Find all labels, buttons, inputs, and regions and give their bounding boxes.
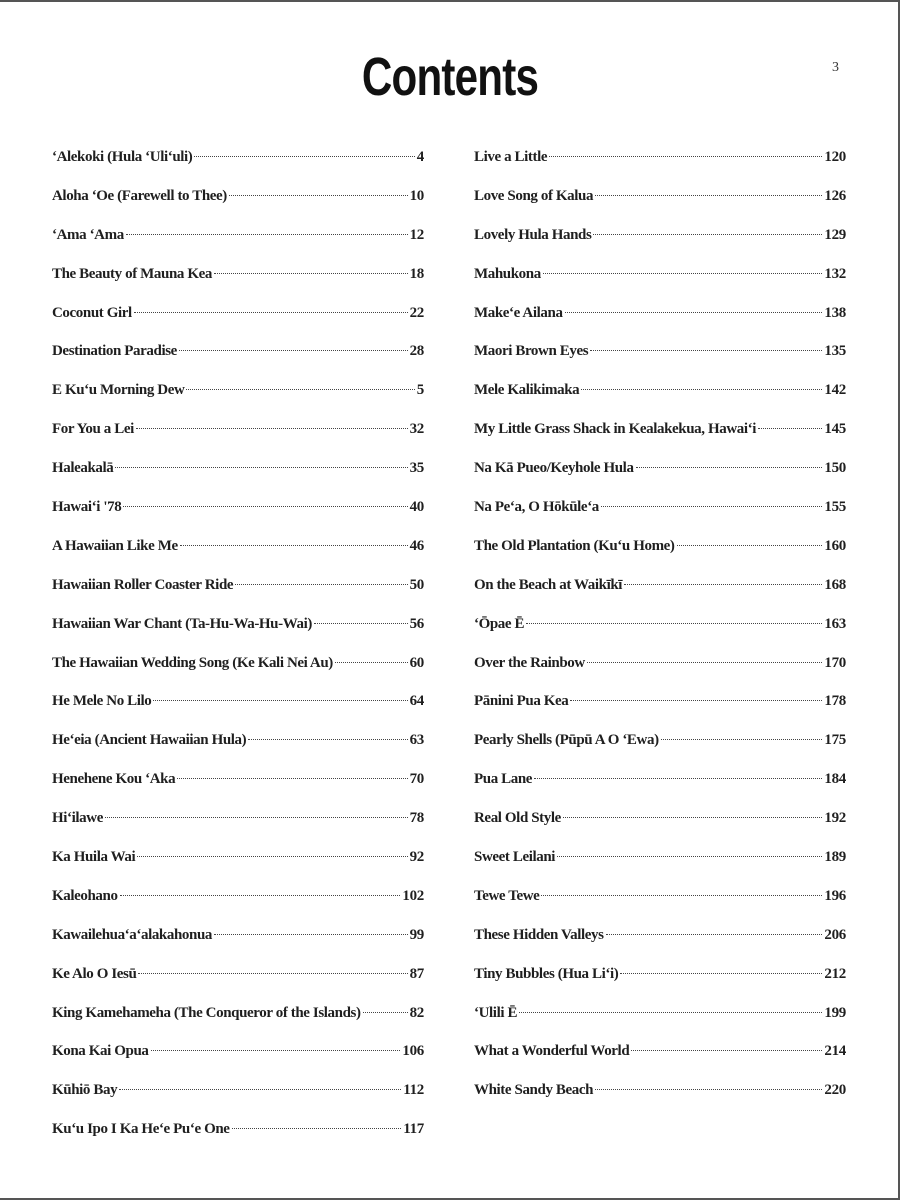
toc-entry-these-hidden-valleys[interactable] <box>474 920 846 959</box>
toc-entry-over-the-rainbow[interactable] <box>474 648 846 687</box>
toc-entry-page-number: 22 <box>409 304 424 321</box>
toc-entry-page-number: 87 <box>409 965 424 982</box>
toc-entry-he-eia-ancient-hawaiian-hula[interactable] <box>52 725 424 764</box>
toc-entry-title: The Beauty of Mauna Kea <box>52 265 212 282</box>
toc-entry-page-number: 112 <box>403 1082 424 1099</box>
toc-entry-kaleohano[interactable] <box>52 881 424 920</box>
dot-leader <box>677 545 823 546</box>
toc-entry-page-number: 138 <box>824 304 846 321</box>
toc-entry-ka-huila-wai[interactable] <box>52 842 424 881</box>
toc-entry-title: Hawaiian Roller Coaster Ride <box>52 576 234 593</box>
dot-leader <box>232 1128 402 1129</box>
toc-entry-ama-ama[interactable] <box>52 220 424 259</box>
toc-entry-kona-kai-opua[interactable] <box>52 1036 424 1075</box>
toc-entry-page-number: 132 <box>824 265 846 282</box>
toc-entry-page-number: 64 <box>409 693 424 710</box>
toc-entry-page-number: 28 <box>409 343 424 360</box>
toc-entry-title: Tiny Bubbles (Hua Li‘i) <box>474 965 619 982</box>
toc-entry-title: ‘Ōpae Ē <box>474 615 525 632</box>
toc-entry-pearly-shells-pupu-a-o-ewa[interactable] <box>474 725 846 764</box>
toc-entry-title: Mahukona <box>474 265 541 282</box>
toc-entry-page-number: 10 <box>409 187 424 204</box>
toc-entry-page-number: 60 <box>409 654 424 671</box>
toc-entry-page-number: 212 <box>824 965 846 982</box>
toc-entry-title: The Old Plantation (Ku‘u Home) <box>474 537 675 554</box>
toc-entry-page-number: 35 <box>409 460 424 477</box>
dot-leader <box>335 662 408 663</box>
dot-leader <box>363 1012 408 1013</box>
toc-entry-title: For You a Lei <box>52 421 134 438</box>
dot-leader <box>119 1089 401 1090</box>
toc-entry-kawailehua-a-alakahonua[interactable] <box>52 920 424 959</box>
dot-leader <box>624 584 822 585</box>
toc-entry-page-number: 106 <box>402 1043 424 1060</box>
dot-leader <box>661 739 823 740</box>
toc-entry-title: King Kamehameha (The Conqueror of the Islands) <box>52 1004 361 1021</box>
toc-entry-page-number: 92 <box>409 849 424 866</box>
toc-entry-title: Kaleohano <box>52 887 118 904</box>
toc-entry-page-number: 214 <box>824 1043 846 1060</box>
dot-leader <box>595 195 822 196</box>
toc-entry-title: Na Kā Pueo/Keyhole Hula <box>474 460 634 477</box>
dot-leader <box>179 350 408 351</box>
toc-entry-love-song-of-kalua[interactable] <box>474 181 846 220</box>
toc-entry-title: Love Song of Kalua <box>474 187 594 204</box>
toc-entry-title: Ke Alo O Iesū <box>52 965 137 982</box>
toc-entry-title: Mele Kalikimaka <box>474 382 580 399</box>
toc-entry-hawaiian-roller-coaster-ride[interactable] <box>52 570 424 609</box>
toc-entry-opae-e[interactable] <box>474 609 846 648</box>
toc-entry-title: Real Old Style <box>474 810 561 827</box>
toc-entry-title: He‘eia (Ancient Hawaiian Hula) <box>52 732 247 749</box>
dot-leader <box>636 467 823 468</box>
toc-entry-page-number: 184 <box>824 771 846 788</box>
toc-entry-title: Hi‘ilawe <box>52 810 103 827</box>
toc-entry-page-number: 40 <box>409 499 424 516</box>
toc-entry-page-number: 196 <box>824 887 846 904</box>
toc-entry-title: On the Beach at Waikīkī <box>474 576 623 593</box>
toc-entry-page-number: 135 <box>824 343 846 360</box>
toc-entry-page-number: 46 <box>409 537 424 554</box>
toc-entry-title: Ka Huila Wai <box>52 849 136 866</box>
toc-entry-page-number: 126 <box>824 187 846 204</box>
dot-leader <box>136 428 408 429</box>
toc-entry-mele-kalikimaka[interactable] <box>474 375 846 414</box>
toc-entry-title: Tewe Tewe <box>474 887 540 904</box>
dot-leader <box>565 312 823 313</box>
toc-entry-pua-lane[interactable] <box>474 764 846 803</box>
dot-leader <box>180 545 408 546</box>
dot-leader <box>248 739 407 740</box>
toc-right-column <box>474 142 846 1114</box>
toc-entry-page-number: 168 <box>824 576 846 593</box>
dot-leader <box>151 1050 401 1051</box>
dot-leader <box>137 856 407 857</box>
dot-leader <box>595 1089 822 1090</box>
toc-entry-page-number: 18 <box>409 265 424 282</box>
dot-leader <box>194 156 414 157</box>
toc-entry-page-number: 150 <box>824 460 846 477</box>
dot-leader <box>570 700 822 701</box>
toc-entry-title: Over the Rainbow <box>474 654 585 671</box>
toc-entry-title: Maori Brown Eyes <box>474 343 589 360</box>
toc-entry-page-number: 145 <box>824 421 846 438</box>
dot-leader <box>177 778 407 779</box>
toc-entry-page-number: 4 <box>416 149 424 165</box>
dot-leader <box>758 428 822 429</box>
toc-entry-title: ‘Alekoki (Hula ‘Uli‘uli) <box>52 149 193 165</box>
dot-leader <box>138 973 407 974</box>
toc-entry-page-number: 170 <box>824 654 846 671</box>
toc-entry-title: The Hawaiian Wedding Song (Ke Kali Nei Au) <box>52 654 333 671</box>
toc-entry-page-number: 189 <box>824 849 846 866</box>
toc-entry-hawaiian-war-chant-ta-hu-wa-hu-wai[interactable] <box>52 609 424 648</box>
dot-leader <box>519 1012 822 1013</box>
toc-entry-he-mele-no-lilo[interactable] <box>52 686 424 725</box>
dot-leader <box>214 273 408 274</box>
toc-entry-title: A Hawaiian Like Me <box>52 537 178 554</box>
toc-entry-title: Destination Paradise <box>52 343 177 360</box>
toc-entry-on-the-beach-at-waikiki[interactable] <box>474 570 846 609</box>
dot-leader <box>526 623 822 624</box>
dot-leader <box>593 234 822 235</box>
toc-entry-title: These Hidden Valleys <box>474 926 604 943</box>
dot-leader <box>235 584 407 585</box>
toc-entry-hi-ilawe[interactable] <box>52 803 424 842</box>
toc-entry-page-number: 120 <box>824 149 846 165</box>
toc-entry-page-number: 70 <box>409 771 424 788</box>
toc-entry-page-number: 63 <box>409 732 424 749</box>
dot-leader <box>620 973 822 974</box>
toc-entry-title: Make‘e Ailana <box>474 304 563 321</box>
dot-leader <box>115 467 407 468</box>
toc-entry-e-ku-u-morning-dew[interactable] <box>52 375 424 414</box>
toc-entry-title: Haleakalā <box>52 460 114 477</box>
toc-entry-title: Lovely Hula Hands <box>474 226 592 243</box>
toc-entry-title: He Mele No Lilo <box>52 693 152 710</box>
toc-entry-title: Hawai‘i '78 <box>52 499 122 516</box>
dot-leader <box>153 700 407 701</box>
dot-leader <box>314 623 408 624</box>
toc-entry-page-number: 78 <box>409 810 424 827</box>
page-number: 3 <box>832 60 839 75</box>
page-title: Contents <box>361 47 539 107</box>
dot-leader <box>549 156 822 157</box>
toc-entry-the-hawaiian-wedding-song-ke-kali-nei-au[interactable] <box>52 648 424 687</box>
toc-entry-kuhio-bay[interactable] <box>52 1075 424 1114</box>
toc-entry-for-you-a-lei[interactable] <box>52 414 424 453</box>
toc-entry-na-pe-a-o-hokule-a[interactable] <box>474 492 846 531</box>
toc-entry-page-number: 192 <box>824 810 846 827</box>
toc-entry-ke-alo-o-iesu[interactable] <box>52 959 424 998</box>
toc-entry-maori-brown-eyes[interactable] <box>474 336 846 375</box>
toc-entry-page-number: 175 <box>824 732 846 749</box>
toc-entry-a-hawaiian-like-me[interactable] <box>52 531 424 570</box>
dot-leader <box>214 934 408 935</box>
toc-entry-page-number: 163 <box>824 615 846 632</box>
dot-leader <box>123 506 407 507</box>
toc-entry-title: Ku‘u Ipo I Ka He‘e Pu‘e One <box>52 1121 230 1138</box>
toc-entry-title: ‘Ama ‘Ama <box>52 226 124 243</box>
toc-entry-title: Hawaiian War Chant (Ta-Hu-Wa-Hu-Wai) <box>52 615 312 632</box>
toc-entry-title: Aloha ‘Oe (Farewell to Thee) <box>52 187 227 204</box>
dot-leader <box>229 195 408 196</box>
toc-entry-lovely-hula-hands[interactable] <box>474 220 846 259</box>
toc-entry-na-ka-pueo-keyhole-hula[interactable] <box>474 453 846 492</box>
toc-entry-title: Sweet Leilani <box>474 849 556 866</box>
toc-entry-sweet-leilani[interactable] <box>474 842 846 881</box>
toc-entry-page-number: 178 <box>824 693 846 710</box>
toc-entry-ulili-e[interactable] <box>474 998 846 1037</box>
toc-entry-title: Coconut Girl <box>52 304 132 321</box>
toc-entry-title: Pua Lane <box>474 771 533 788</box>
toc-entry-panini-pua-kea[interactable] <box>474 686 846 725</box>
dot-leader <box>590 350 822 351</box>
toc-entry-ku-u-ipo-i-ka-he-e-pu-e-one[interactable] <box>52 1114 424 1153</box>
toc-entry-title: Pānini Pua Kea <box>474 693 569 710</box>
toc-entry-page-number: 82 <box>409 1004 424 1021</box>
dot-leader <box>105 817 408 818</box>
toc-entry-page-number: 99 <box>409 926 424 943</box>
toc-entry-page-number: 220 <box>824 1082 846 1099</box>
toc-entry-page-number: 142 <box>824 382 846 399</box>
toc-entry-live-a-little[interactable] <box>474 142 846 181</box>
dot-leader <box>186 389 414 390</box>
toc-entry-coconut-girl[interactable] <box>52 298 424 337</box>
dot-leader <box>557 856 822 857</box>
toc-entry-page-number: 117 <box>403 1121 424 1138</box>
toc-entry-my-little-grass-shack-in-kealakekua-hawai-i[interactable] <box>474 414 846 453</box>
toc-entry-white-sandy-beach[interactable] <box>474 1075 846 1114</box>
toc-entry-hawai-i-78[interactable] <box>52 492 424 531</box>
toc-entry-title: White Sandy Beach <box>474 1082 594 1099</box>
toc-entry-real-old-style[interactable] <box>474 803 846 842</box>
toc-entry-aloha-oe-farewell-to-thee[interactable] <box>52 181 424 220</box>
toc-entry-page-number: 32 <box>409 421 424 438</box>
dot-leader <box>543 273 823 274</box>
toc-entry-page-number: 199 <box>824 1004 846 1021</box>
toc-entry-page-number: 50 <box>409 576 424 593</box>
dot-leader <box>581 389 822 390</box>
toc-entry-title: Kona Kai Opua <box>52 1043 149 1060</box>
toc-entry-the-beauty-of-mauna-kea[interactable] <box>52 259 424 298</box>
dot-leader <box>631 1050 822 1051</box>
dot-leader <box>587 662 823 663</box>
toc-entry-king-kamehameha-the-conqueror-of-the-islands[interactable] <box>52 998 424 1037</box>
toc-entry-page-number: 5 <box>416 382 424 399</box>
toc-entry-make-e-ailana[interactable] <box>474 298 846 337</box>
toc-entry-title: E Ku‘u Morning Dew <box>52 382 185 399</box>
toc-entry-what-a-wonderful-world[interactable] <box>474 1036 846 1075</box>
toc-entry-title: Kawailehua‘a‘alakahonua <box>52 926 213 943</box>
toc-entry-henehene-kou-aka[interactable] <box>52 764 424 803</box>
toc-entry-page-number: 160 <box>824 537 846 554</box>
toc-entry-title: Pearly Shells (Pūpū A O ‘Ewa) <box>474 732 659 749</box>
toc-entry-mahukona[interactable] <box>474 259 846 298</box>
toc-entry-title: Henehene Kou ‘Aka <box>52 771 176 788</box>
toc-entry-tiny-bubbles-hua-li-i[interactable] <box>474 959 846 998</box>
dot-leader <box>541 895 822 896</box>
toc-entry-page-number: 12 <box>409 226 424 243</box>
dot-leader <box>563 817 822 818</box>
dot-leader <box>134 312 408 313</box>
toc-entry-page-number: 155 <box>824 499 846 516</box>
toc-entry-haleakala[interactable] <box>52 453 424 492</box>
toc-entry-page-number: 102 <box>402 887 424 904</box>
toc-entry-page-number: 56 <box>409 615 424 632</box>
dot-leader <box>601 506 823 507</box>
toc-entry-title: Na Pe‘a, O Hōkūle‘a <box>474 499 599 516</box>
toc-entry-tewe-tewe[interactable] <box>474 881 846 920</box>
toc-entry-title: What a Wonderful World <box>474 1043 630 1060</box>
dot-leader <box>606 934 823 935</box>
dot-leader <box>126 234 408 235</box>
toc-entry-title: ‘Ulili Ē <box>474 1004 518 1021</box>
toc-entry-title: Kūhiō Bay <box>52 1082 118 1099</box>
toc-entry-alekoki-hula-uli-uli[interactable] <box>52 142 424 181</box>
toc-entry-page-number: 129 <box>824 226 846 243</box>
toc-entry-page-number: 206 <box>824 926 846 943</box>
dot-leader <box>120 895 401 896</box>
toc-entry-title: Live a Little <box>474 149 548 165</box>
toc-entry-destination-paradise[interactable] <box>52 336 424 375</box>
toc-entry-the-old-plantation-ku-u-home[interactable] <box>474 531 846 570</box>
dot-leader <box>534 778 822 779</box>
toc-left-column <box>52 142 424 1153</box>
toc-entry-title: My Little Grass Shack in Kealakekua, Hawai‘i <box>474 421 756 438</box>
